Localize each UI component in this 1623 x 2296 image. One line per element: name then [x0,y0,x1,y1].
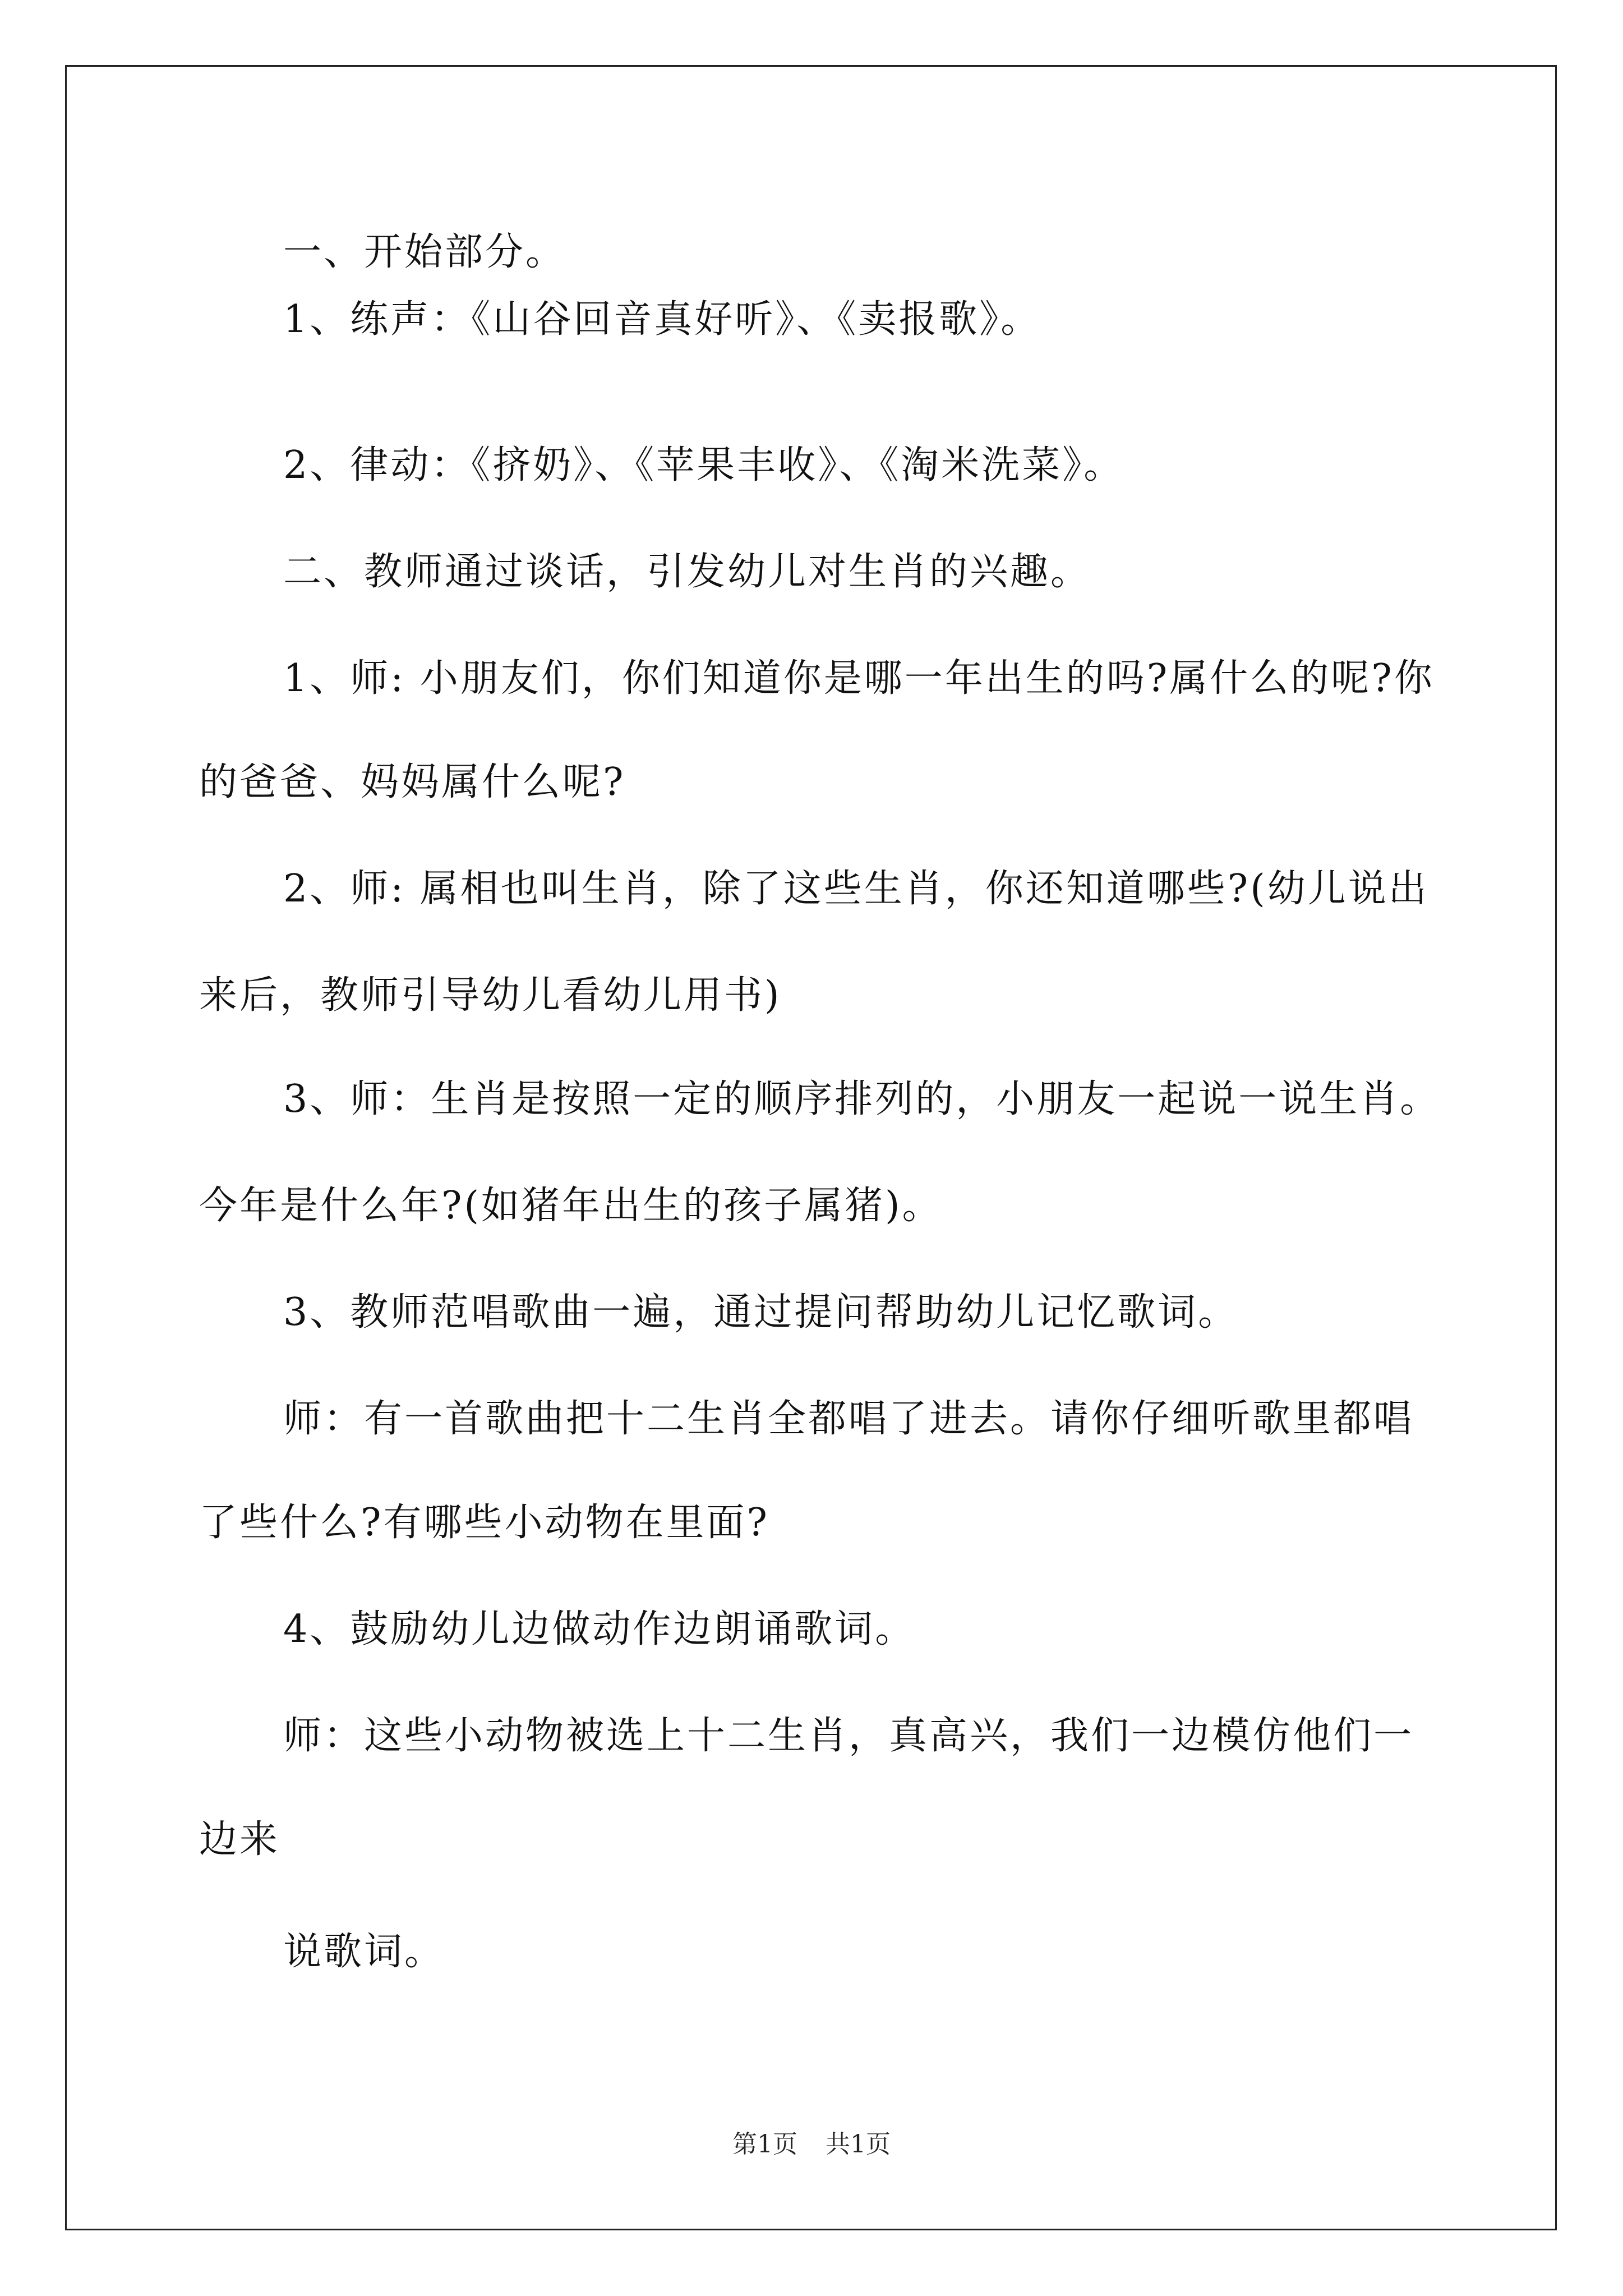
paragraph-line: 2、师: 属相也叫生肖，除了这些生肖，你还知道哪些?(幼儿说出 [283,867,1429,911]
paragraph-line: 来后，教师引导幼儿看幼儿用书) [199,973,782,1018]
paragraph-line: 4、鼓励幼儿边做动作边朗诵歌词。 [283,1607,916,1651]
paragraph-line: 师：这些小动物被选上十二生肖，真高兴，我们一边模仿他们一 [283,1714,1414,1758]
section-heading: 二、教师通过谈话，引发幼儿对生肖的兴趣。 [283,550,1091,594]
paragraph-line: 的爸爸、妈妈属什么呢? [199,760,626,804]
paragraph-line: 边来 [199,1818,280,1862]
paragraph-line: 1、练声：《山谷回音真好听》、《卖报歌》。 [283,297,1041,342]
paragraph-line: 今年是什么年?(如猪年出生的孩子属猪)。 [199,1184,943,1228]
paragraph-line: 1、师: 小朋友们，你们知道你是哪一年出生的吗?属什么的呢?你 [283,656,1435,701]
paragraph-line: 3、教师范唱歌曲一遍，通过提问帮助幼儿记忆歌词。 [283,1290,1239,1335]
page-number-total: 共1页 [826,2130,891,2159]
page-number-current: 第1页 [732,2130,797,2159]
paragraph-line: 师：有一首歌曲把十二生肖全都唱了进去。请你仔细听歌里都唱 [283,1397,1414,1441]
section-heading: 一、开始部分。 [283,230,566,274]
paragraph-line: 3、师：生肖是按照一定的顺序排列的，小朋友一起说一说生肖。 [283,1077,1441,1121]
page-footer [0,2129,1623,2160]
page-border [65,65,1557,2230]
paragraph-line: 了些什么?有哪些小动物在里面? [199,1501,769,1545]
paragraph-line: 2、律动：《挤奶》、《苹果丰收》、《淘米洗菜》。 [283,443,1124,487]
paragraph-line: 说歌词。 [283,1930,445,1974]
